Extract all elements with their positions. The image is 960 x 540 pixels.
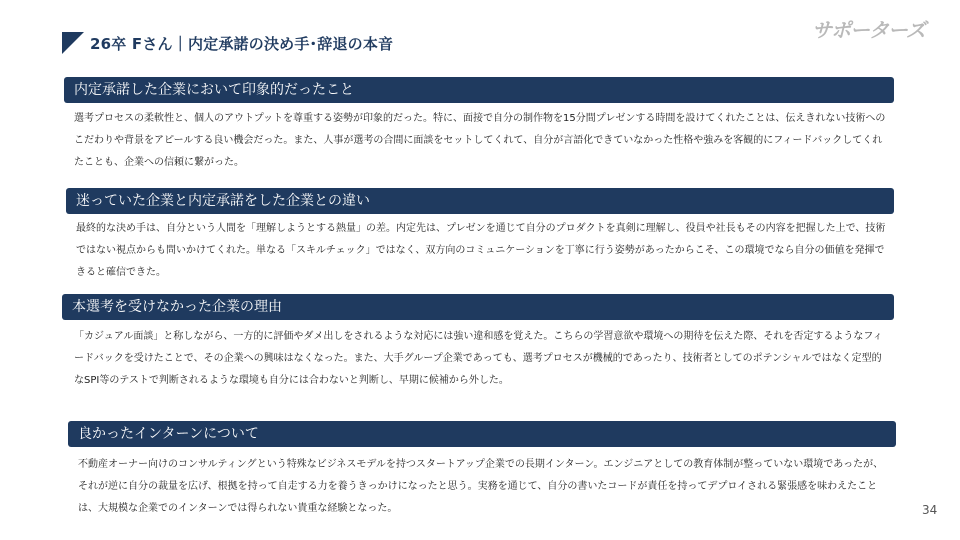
supporterz-logo: サポーターズ	[812, 18, 925, 42]
section-heading-impressive: 内定承諾した企業において印象的だったこと	[64, 77, 894, 103]
page-number: 34	[922, 503, 938, 517]
section-body-declined: 「カジュアル面談」と称しながら、一方的に評価やダメ出しをされるような対応には強い違和感を覚えた。こちらの学習意欲や環境への期待を伝えた際、それを否定するようなフィードバックを受けたことで、その企業への興味はなくなった。また、大手グループ企業であっても、選考プロセスが機械的であったり、技術者としてのポテンシャルではなく定型的なSPI等のテストで判断されるような環境も自分には合わないと判断し、早期に候補から外した。	[74, 331, 883, 386]
page-title: 26卒 Fさん｜内定承諾の決め手･辞退の本音	[90, 35, 394, 53]
section-body-internship: 不動産オーナー向けのコンサルティングという特殊なビジネスモデルを持つスタートアップ企業での長期インターン。エンジニアとしての教育体制が整っていない環境であったが、それが逆に自分の裁量を広げ、根拠を持って自走する力を養うきっかけになったと思う。実務を通じて、自分の書いたコードが責任を持ってデプロイされる緊張感を味わえたことは、大規模な企業でのインターンでは得られない貴重な経験となった。	[78, 459, 884, 514]
section-heading-declined: 本選考を受けなかった企業の理由	[62, 294, 894, 320]
section-body-difference: 最終的な決め手は、自分という人間を「理解しようとする熱量」の差。内定先は、プレゼンを通じて自分のプロダクトを真剣に理解し、役員や社長もその内容を把握した上で、技術ではない視点からも問いかけてくれた。単なる「スキルチェック」ではなく、双方向のコミュニケーションを丁寧に行う姿勢があったからこそ、この環境でなら自分の価値を発揮できると確信できた。	[76, 223, 886, 278]
section-heading-internship: 良かったインターンについて	[68, 421, 896, 447]
title-marker-triangle	[62, 32, 84, 54]
section-heading-difference: 迷っていた企業と内定承諾をした企業との違い	[66, 188, 894, 214]
section-body-impressive: 選考プロセスの柔軟性と、個人のアウトプットを尊重する姿勢が印象的だった。特に、面接で自分の制作物を15分間プレゼンする時間を設けてくれたことは、伝えきれない技術へのこだわりや背景をアピールする良い機会だった。また、人事が選考の合間に面談をセットしてくれて、自分が言語化できていなかった性格や強みを客観的にフィードバックしてくれたことも、企業への信頼に繋がった。	[74, 113, 886, 168]
